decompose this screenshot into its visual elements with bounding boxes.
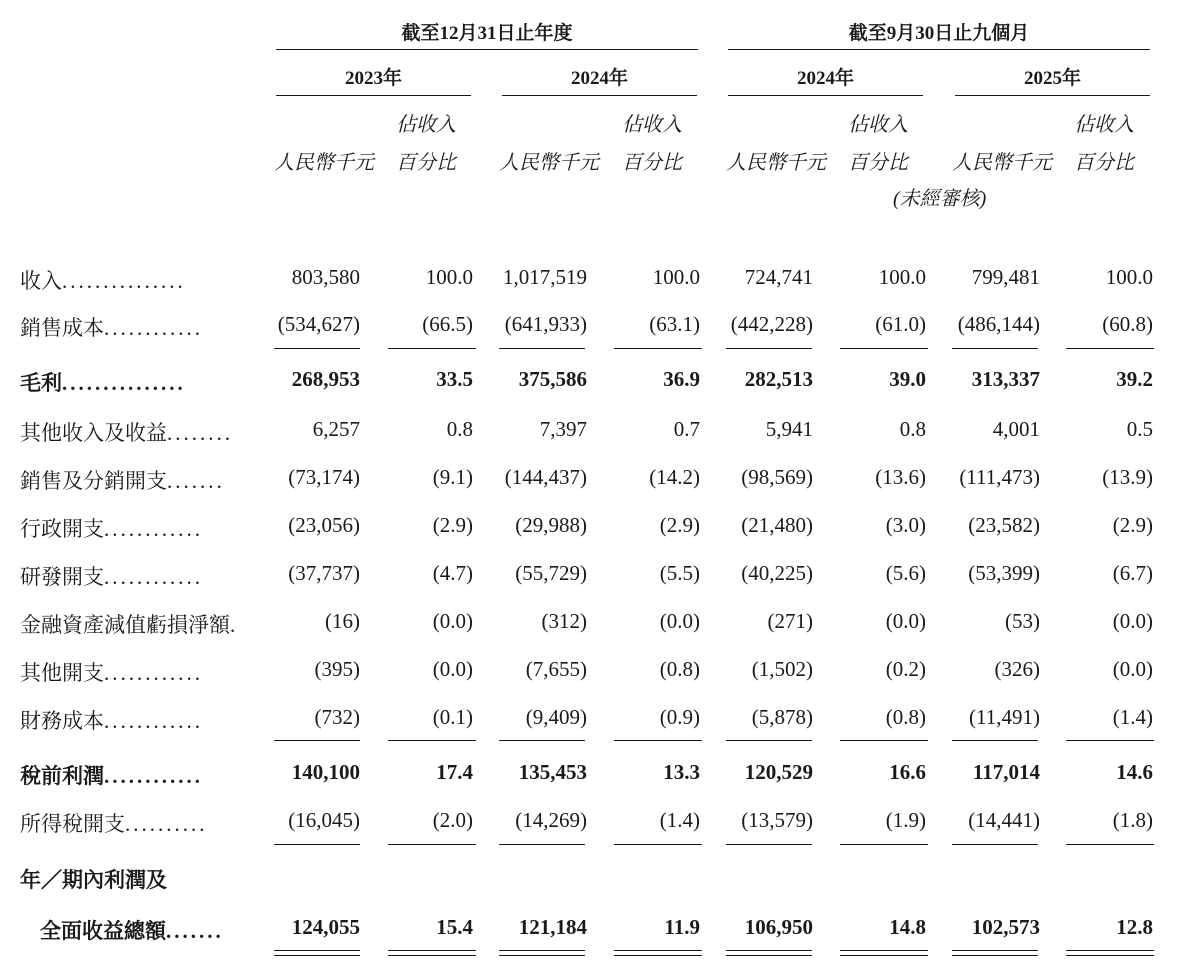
row-label-text: 行政開支	[20, 517, 104, 541]
leader-dots: ............	[104, 565, 203, 589]
row-label-text: 銷售及分銷開支	[20, 469, 167, 493]
year-rule	[502, 95, 697, 96]
table-cell: (5.5)	[659, 561, 700, 585]
table-cell: (395)	[314, 657, 360, 681]
table-cell: (55,729)	[515, 561, 587, 585]
total-double-rule	[499, 955, 585, 956]
table-cell: (1.8)	[1112, 808, 1153, 832]
table-cell: (3.0)	[885, 513, 926, 537]
table-cell: (16,045)	[288, 808, 360, 832]
row-label-text: 毛利	[20, 371, 62, 395]
total-cell: 15.4	[436, 915, 473, 939]
table-cell: 268,953	[291, 367, 360, 391]
group-rule-year	[276, 49, 698, 50]
table-cell: 375,586	[518, 367, 587, 391]
subtotal-rule	[614, 740, 702, 741]
table-cell: (7,655)	[525, 657, 587, 681]
subtotal-rule	[840, 348, 928, 349]
subtotal-rule	[726, 844, 812, 845]
row-label	[20, 657, 203, 687]
table-cell: (326)	[994, 657, 1040, 681]
table-cell: 0.8	[446, 417, 473, 441]
table-cell: 33.5	[436, 367, 473, 391]
row-label-text: 其他收入及收益	[20, 421, 167, 445]
row-label-text: 收入	[20, 269, 62, 293]
row-label-text: 其他開支	[20, 661, 104, 685]
table-cell: 803,580	[291, 265, 360, 289]
unaudited-note: (未經審核)	[893, 188, 987, 210]
total-cell: 121,184	[518, 915, 587, 939]
table-cell: (0.0)	[659, 609, 700, 633]
table-cell: 17.4	[436, 760, 473, 784]
year-rule	[728, 95, 923, 96]
total-double-rule	[388, 955, 476, 956]
group-header-year: 截至12月31日止年度	[401, 23, 573, 44]
table-cell: 39.2	[1116, 367, 1153, 391]
unit-pct-label-line1: 佔收入	[1074, 114, 1134, 136]
table-cell: 313,337	[971, 367, 1040, 391]
subtotal-rule	[840, 740, 928, 741]
table-cell: 117,014	[972, 760, 1040, 784]
table-cell: 140,100	[291, 760, 360, 784]
leader-dots: ...............	[62, 371, 186, 395]
subtotal-rule	[952, 348, 1038, 349]
total-double-rule	[952, 955, 1038, 956]
table-cell: 100.0	[878, 265, 926, 289]
unit-pct-label-line1: 佔收入	[848, 114, 908, 136]
leader-dots: .	[230, 613, 239, 637]
row-label	[20, 417, 233, 447]
table-cell: (111,473)	[959, 465, 1040, 489]
table-cell: 799,481	[971, 265, 1040, 289]
row-label	[20, 609, 238, 639]
row-label	[20, 705, 203, 735]
table-cell: (14,441)	[968, 808, 1040, 832]
total-label-text: 全面收益總額	[40, 919, 166, 943]
total-double-rule	[952, 950, 1038, 951]
subtotal-rule	[614, 844, 702, 845]
total-cell: 102,573	[971, 915, 1040, 939]
subtotal-rule	[274, 348, 360, 349]
table-cell: (53)	[1005, 609, 1040, 633]
table-cell: (2.9)	[659, 513, 700, 537]
row-label-text: 稅前利潤	[20, 764, 104, 788]
table-cell: (60.8)	[1102, 312, 1153, 336]
table-cell: (2.0)	[432, 808, 473, 832]
unit-pct-label-line1: 佔收入	[396, 114, 456, 136]
table-cell: (5,878)	[751, 705, 813, 729]
leader-dots: ............	[104, 709, 203, 733]
unit-pct-label-line2: 百分比	[1074, 152, 1134, 174]
table-cell: 39.0	[889, 367, 926, 391]
year-header: 2024年	[796, 68, 854, 89]
subtotal-rule	[499, 348, 585, 349]
table-cell: 0.8	[899, 417, 926, 441]
year-rule	[276, 95, 471, 96]
leader-dots: ............	[104, 316, 203, 340]
table-cell: (5.6)	[885, 561, 926, 585]
table-cell: (1,502)	[751, 657, 813, 681]
table-cell: (1.4)	[1112, 705, 1153, 729]
table-cell: (16)	[325, 609, 360, 633]
table-cell: (0.0)	[885, 609, 926, 633]
unit-pct-label-line1: 佔收入	[622, 114, 682, 136]
table-cell: 724,741	[744, 265, 813, 289]
subtotal-rule	[388, 740, 476, 741]
table-cell: (0.0)	[1112, 657, 1153, 681]
subtotal-rule	[499, 844, 585, 845]
subtotal-rule	[1066, 348, 1154, 349]
row-label	[20, 513, 203, 543]
table-cell: (9,409)	[525, 705, 587, 729]
row-label	[20, 265, 186, 295]
leader-dots: ............	[104, 517, 203, 541]
table-cell: (144,437)	[504, 465, 587, 489]
table-cell: (9.1)	[432, 465, 473, 489]
table-cell: (23,056)	[288, 513, 360, 537]
group-header-nine-months: 截至9月30日止九個月	[848, 23, 1030, 44]
leader-dots: ...............	[62, 269, 186, 293]
subtotal-rule	[388, 844, 476, 845]
unit-rmb-label: 人民幣千元	[499, 152, 599, 174]
total-cell: 106,950	[744, 915, 813, 939]
unit-rmb-label: 人民幣千元	[952, 152, 1052, 174]
year-rule	[955, 95, 1150, 96]
subtotal-rule	[388, 348, 476, 349]
table-cell: 7,397	[539, 417, 587, 441]
table-cell: (21,480)	[741, 513, 813, 537]
table-cell: (11,491)	[969, 705, 1040, 729]
table-cell: (0.8)	[885, 705, 926, 729]
table-cell: (53,399)	[968, 561, 1040, 585]
table-cell: (14.2)	[649, 465, 700, 489]
leader-dots: ............	[104, 764, 203, 788]
total-cell: 124,055	[291, 915, 360, 939]
table-cell: (1.9)	[885, 808, 926, 832]
unit-pct-label-line2: 百分比	[396, 152, 456, 174]
table-cell: (271)	[767, 609, 813, 633]
subtotal-rule	[1066, 740, 1154, 741]
table-cell: 100.0	[425, 265, 473, 289]
subtotal-rule	[499, 740, 585, 741]
leader-dots: ............	[104, 661, 203, 685]
table-cell: (486,144)	[957, 312, 1040, 336]
row-label-text: 研發開支	[20, 565, 104, 589]
table-cell: (23,582)	[968, 513, 1040, 537]
table-cell: 16.6	[889, 760, 926, 784]
total-label-line2	[40, 915, 224, 945]
unit-rmb-label: 人民幣千元	[726, 152, 826, 174]
table-cell: (13,579)	[741, 808, 813, 832]
leader-dots: .......	[166, 919, 224, 943]
table-cell: (312)	[541, 609, 587, 633]
row-label-text: 銷售成本	[20, 316, 104, 340]
row-label	[20, 760, 203, 790]
table-cell: 100.0	[1105, 265, 1153, 289]
table-cell: 36.9	[663, 367, 700, 391]
subtotal-rule	[726, 740, 812, 741]
total-double-rule	[1066, 950, 1154, 951]
subtotal-rule	[840, 844, 928, 845]
table-cell: 6,257	[312, 417, 360, 441]
table-cell: (14,269)	[515, 808, 587, 832]
unit-pct-label-line2: 百分比	[622, 152, 682, 174]
table-cell: (0.0)	[432, 657, 473, 681]
table-cell: (0.8)	[659, 657, 700, 681]
total-double-rule	[614, 955, 702, 956]
table-cell: 100.0	[652, 265, 700, 289]
year-header: 2025年	[1023, 68, 1081, 89]
table-cell: (98,569)	[741, 465, 813, 489]
table-cell: 5,941	[765, 417, 813, 441]
table-cell: 120,529	[744, 760, 813, 784]
table-cell: 14.6	[1116, 760, 1153, 784]
subtotal-rule	[274, 844, 360, 845]
row-label-text: 所得稅開支	[20, 812, 125, 836]
table-cell: (61.0)	[875, 312, 926, 336]
table-cell: (13.6)	[875, 465, 926, 489]
table-cell: (6.7)	[1112, 561, 1153, 585]
total-cell: 12.8	[1116, 915, 1153, 939]
table-cell: (37,737)	[288, 561, 360, 585]
table-cell: (442,228)	[730, 312, 813, 336]
table-cell: (1.4)	[659, 808, 700, 832]
table-cell: (73,174)	[288, 465, 360, 489]
table-cell: (66.5)	[422, 312, 473, 336]
subtotal-rule	[1066, 844, 1154, 845]
year-header: 2023年	[344, 68, 402, 89]
table-cell: (2.9)	[432, 513, 473, 537]
table-cell: (29,988)	[515, 513, 587, 537]
row-label	[20, 808, 208, 838]
table-cell: (13.9)	[1102, 465, 1153, 489]
row-label	[20, 561, 203, 591]
row-label-text: 財務成本	[20, 709, 104, 733]
table-cell: (2.9)	[1112, 513, 1153, 537]
table-cell: (0.2)	[885, 657, 926, 681]
leader-dots: ..........	[125, 812, 208, 836]
table-cell: 0.7	[673, 417, 700, 441]
subtotal-rule	[614, 348, 702, 349]
year-header: 2024年	[570, 68, 628, 89]
table-cell: (40,225)	[741, 561, 813, 585]
table-cell: 0.5	[1126, 417, 1153, 441]
subtotal-rule	[274, 740, 360, 741]
table-cell: (63.1)	[649, 312, 700, 336]
leader-dots: .......	[167, 469, 225, 493]
table-cell: (641,933)	[504, 312, 587, 336]
table-cell: (0.1)	[432, 705, 473, 729]
total-double-rule	[726, 955, 812, 956]
total-label-line1: 年／期內利潤及	[20, 868, 167, 892]
table-cell: 4,001	[992, 417, 1040, 441]
table-cell: (0.9)	[659, 705, 700, 729]
table-cell: (732)	[314, 705, 360, 729]
total-double-rule	[726, 950, 812, 951]
total-double-rule	[840, 950, 928, 951]
total-double-rule	[614, 950, 702, 951]
row-label	[20, 465, 225, 495]
subtotal-rule	[952, 740, 1038, 741]
total-double-rule	[388, 950, 476, 951]
table-cell: 135,453	[518, 760, 587, 784]
leader-dots: ........	[167, 421, 233, 445]
table-cell: 13.3	[663, 760, 700, 784]
table-cell: 1,017,519	[503, 265, 587, 289]
row-label	[20, 367, 186, 397]
table-cell: (534,627)	[277, 312, 360, 336]
total-double-rule	[274, 950, 360, 951]
table-cell: (0.0)	[1112, 609, 1153, 633]
group-rule-nine-months	[728, 49, 1150, 50]
total-cell: 11.9	[664, 915, 700, 939]
total-double-rule	[1066, 955, 1154, 956]
row-label	[20, 312, 203, 342]
total-double-rule	[840, 955, 928, 956]
unit-rmb-label: 人民幣千元	[274, 152, 374, 174]
table-cell: (4.7)	[432, 561, 473, 585]
total-double-rule	[499, 950, 585, 951]
table-cell: 282,513	[744, 367, 813, 391]
total-cell: 14.8	[889, 915, 926, 939]
subtotal-rule	[952, 844, 1038, 845]
row-label-text: 金融資產減值虧損淨額	[20, 613, 230, 637]
subtotal-rule	[726, 348, 812, 349]
unit-pct-label-line2: 百分比	[848, 152, 908, 174]
table-cell: (0.0)	[432, 609, 473, 633]
total-double-rule	[274, 955, 360, 956]
